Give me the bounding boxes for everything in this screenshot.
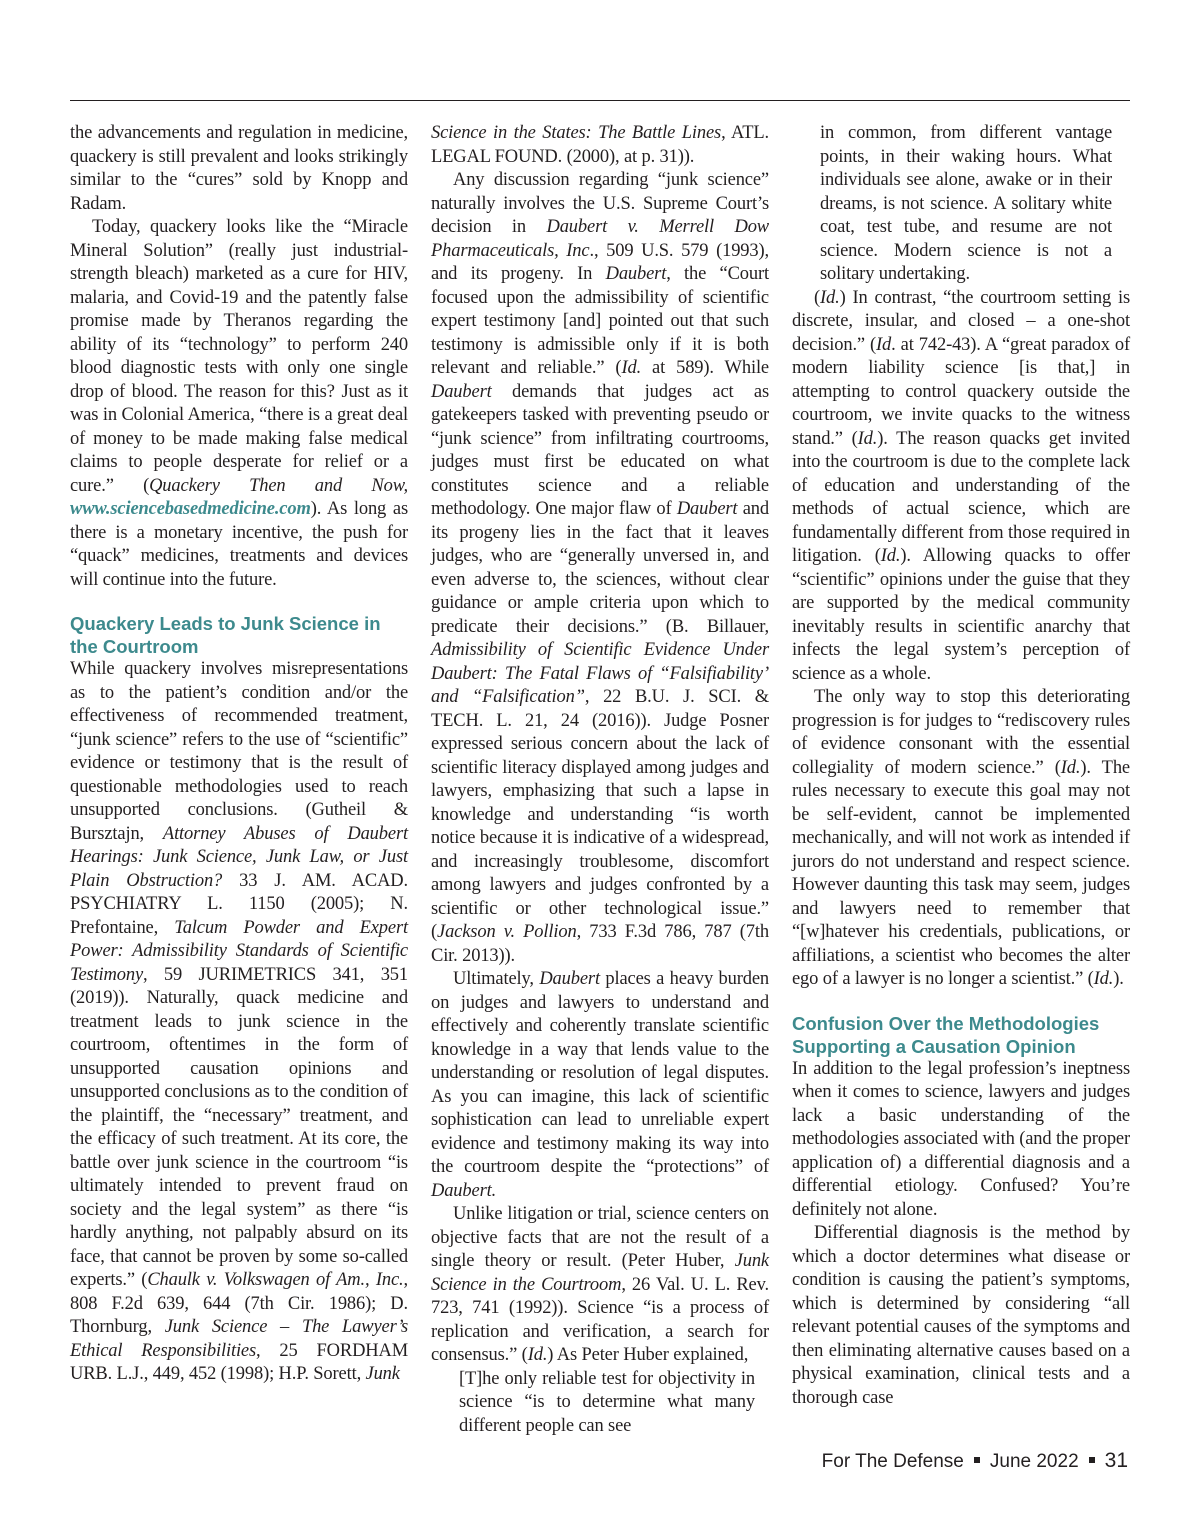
sciencebasedmedicine-link[interactable]: www.sciencebasedmedicine.com [70, 499, 311, 519]
col3-p1-e: ). Allowing quacks to offer “scientific” opinions under the guise that they are supported by the medical community inevitably results in scientific anarchy that infects the legal system’s perception of science as a whole. [792, 546, 1130, 684]
col1-p3-text-a: While quackery involves misrepresentations as to the patient’s condition and/or the effectiveness of recommended treatment, “junk science” refers to the use of “scientific” evidence or testimony that is the result of questionable methodologies used to reach unsupported conclusions. (Gutheil & Bursztajn, [70, 659, 408, 844]
block-quote-huber: [T]he only reliable test for objectivity in science “is to determine what many different people can see [459, 1368, 755, 1436]
col2-p2-i1: Daubert v. Merrell Dow Pharmaceuticals, Inc [431, 217, 769, 261]
col2-p2-b: ., 509 U.S. 579 (1993), and its progeny. In [431, 240, 769, 284]
col1-p3-text-d: , 808 F.2d 639, 644 (7th Cir. 1986); D. Thornburg, [70, 1270, 408, 1337]
col1-p2-italic: Quackery Then and Now, [149, 475, 408, 496]
section-heading-confusion: Confusion Over the Methodologies Supporting a Causation Opinion [792, 1012, 1100, 1057]
col1-p2-text: Today, quackery looks like the “Miracle Mineral Solution” (really just industrial-strength bleach) marketed as a cure for HIV, malaria, and Covid-19 and the patently false promise made by Theranos regarding the ability of its “technology” to perform 240 blood diagnostic tests with only one single drop of blood. The reason for this? Just as it was in Colonial America, “there is a great deal of money to be made making false medical claims to people desperate for relief or a cure.” ( [70, 217, 408, 496]
page-number: 31 [1104, 1449, 1128, 1472]
col2-paragraph-2 [431, 169, 769, 968]
col3-p1-b: ) In contrast, “the courtroom setting is discrete, insular, and closed – a one-shot decision.” ( [792, 287, 1130, 355]
col2-p4-a: Unlike litigation or trial, science centers on objective facts that are not the result of a single theory or result. (Peter Huber, [431, 1204, 769, 1271]
col2-p3-i1: Daubert [539, 969, 600, 989]
col2-p2-i5: Daubert [676, 499, 738, 519]
col2-p2-f: and its progeny lies in the fact that it leaves judges, who are “generally unversed in, and even adverse to, the sciences, without clear guidance or ample criteria upon which to predicate their decisions.” (B. Billauer, [431, 499, 769, 637]
col3-p1-i1: Id. [820, 287, 840, 308]
col2-p1-text: , ATL. LEGAL FOUND. (2000), at p. 31)). [431, 123, 769, 167]
col3-p2-b: ). The rules necessary to execute this goal may not be self-evident, cannot be implemented mechanically, and will not work as intended if jurors do not understand and respect science. However daunting this task may seem, judges and lawyers need to remember that “[w]hatever his credentials, publications, or affiliations, a scientist who becomes the alter ego of a lawyer is no longer a scientist.” ( [792, 757, 1130, 989]
col2-p2-d: at 589). While [641, 358, 769, 378]
col2-paragraph-3 [431, 968, 769, 1203]
col1-p3-italic-3: Chaulk v. Volkswagen of Am., Inc. [147, 1270, 404, 1290]
footer-publication: For The Defense [821, 1451, 964, 1472]
col3-paragraph-2 [792, 686, 1130, 992]
col2-paragraph-1 [431, 122, 769, 169]
col1-p3-text-b: 33 J. AM. ACAD. PSYCHIATRY L. 1150 (2005); N. Prefontaine, [70, 870, 408, 938]
col2-p4-c: ) As Peter Huber explained, [547, 1345, 749, 1365]
col3-p1-c: . at 742-43). A “great paradox of modern liability science [is that,] in attempting to control quackery outside the courtroom, we invite quacks to the witness stand.” ( [792, 334, 1130, 449]
col3-p2-i2: Id. [1093, 969, 1114, 989]
col2-p4-i2: Id. [527, 1345, 548, 1365]
col1-p1-text: the advancements and regulation in medicine, quackery is still prevalent and looks strikingly similar to the “cures” sold by Knopp and Radam. [70, 123, 408, 214]
col1-p3-italic-4: Junk Science – The Lawyer’s Ethical Responsibilities [70, 1317, 409, 1361]
page-footer [822, 1449, 1128, 1473]
column-2 [431, 122, 769, 1438]
col2-p2-a: Any discussion regarding “junk science” naturally involves the U.S. Supreme Court’s decision in [431, 170, 769, 237]
col1-p2-text-end: ). As long as there is a monetary incentive, the push for “quack” medicines, treatments and devices will continue into the future. [70, 499, 408, 590]
footer-issue: June 2022 [989, 1451, 1079, 1472]
bullet-separator-icon [1089, 1457, 1095, 1463]
col1-paragraph-1 [70, 122, 408, 216]
col3-p1-a: ( [814, 287, 821, 308]
col2-paragraph-4 [431, 1203, 769, 1368]
col3-p2-i1: Id. [1060, 757, 1081, 778]
header-rule [70, 100, 1130, 101]
col2-p3-b: places a heavy burden on judges and lawyers to understand and effectively and coherently translate scientific knowledge in a way that lends value to the understanding or resolution of legal disputes. As you can imagine, this lack of scientific sophistication can lead to unreliable expert evidence and testimony making its way into the courtroom despite the “protections” of [431, 969, 769, 1177]
col2-p2-i7: Jackson v. Pollion [437, 922, 577, 942]
column-3 [792, 122, 1130, 1410]
col2-p2-g: , 22 B.U. J. SCI. & TECH. L. 21, 24 (2016)). Judge Posner expressed serious concern about the lack of scientific literacy displayed among judges and lawyers, emphasizing that such a lapse in knowledge and understanding “is worth notice because it is indicative of a widespread, and increasingly troublesome, discomfort among lawyers and judges confronted by a scientific or other technological issue.” ( [431, 687, 770, 942]
col1-p3-text-c: , 59 JURIMETRICS 341, 351 (2019)). Naturally, quack medicine and treatment leads to junk science in the courtroom, oftentimes in the form of unsupported causation opinions and unsupported conclusions as to the condition of the plaintiff, the “necessary” treatment, and the efficacy of such treatment. At its core, the battle over junk science in the courtroom “is ultimately intended to prevent fraud on society and the legal system” as there “is hardly anything, not palpably absurd on its face, that cannot be proven by some so-called experts.” ( [70, 964, 408, 1290]
block-quote-huber-continued: in common, from different vantage points, in their waking hours. What individuals see alone, awake or in their dreams, is not science. A solitary white coat, test tube, and resume are not science. Modern science is not a solitary undertaking. [820, 123, 1112, 284]
col3-p1-i2: Id [876, 334, 892, 355]
col2-p2-i2: Daubert [605, 264, 667, 284]
col1-paragraph-2 [70, 216, 408, 592]
section-heading-quackery: Quackery Leads to Junk Science in the Courtroom [70, 613, 381, 657]
col3-paragraph-1 [792, 287, 1130, 687]
col2-p3-i2: Daubert. [431, 1180, 497, 1201]
col2-p2-h: , 733 F.3d 786, 787 (7th Cir. 2013)). [431, 922, 769, 966]
col3-p2-a: The only way to stop this deteriorating progression is for judges to “rediscovery rules of evidence consonant with the essential collegiality of modern science.” ( [792, 687, 1130, 778]
col3-paragraph-3: In addition to the legal profession’s ineptness when it comes to science, lawyers and judges lack a basic understanding of the methodologies associated with (and the proper application of) a differential diagnosis and a differential etiology. Confused? You’re definitely not alone. [792, 1058, 1130, 1220]
col2-p2-i6: Admissibility of Scientific Evidence Under Daubert: The Fatal Flaws of “Falsifiability’ and “Falsification” [431, 640, 769, 707]
col2-p2-c: , the “Court focused upon the admissibility of scientific expert testimony [and] pointed out that such testimony is admissible only if it is both relevant and reliable.” ( [431, 264, 769, 378]
col3-p1-i3: Id. [857, 428, 878, 449]
col2-p4-b: , 26 Val. U. L. Rev. 723, 741 (1992)). Science “is a process of replication and verification, a search for consensus.” ( [431, 1274, 769, 1365]
col2-p2-i3: Id. [621, 358, 642, 378]
col2-p2-e: demands that judges act as gatekeepers tasked with preventing pseudo or “junk science” from infiltrating courtrooms, judges must first be educated on what constitutes science and a reliable methodology. One major flaw of [431, 381, 769, 519]
col3-p1-d: ). The reason quacks get invited into the courtroom is due to the complete lack of education and understanding of the methods of actual science, which are fundamentally different from those required in litigation. ( [792, 428, 1130, 566]
col1-p3-italic-1: Attorney Abuses of Daubert Hearings: Junk Science, Junk Law, or Just Plain Obstruction? [70, 823, 408, 891]
col2-p2-i4: Daubert [431, 381, 492, 402]
col3-paragraph-4: Differential diagnosis is the method by which a doctor determines what disease or condition is causing the patient’s symptoms, which is determined by considering “all relevant potential causes of the symptoms and then eliminating alternative causes based on a physical examination, clinical tests and a thorough case [792, 1223, 1130, 1408]
col1-p3-text-e: , 25 FORDHAM URB. L.J., 449, 452 (1998); H.P. Sorett, [70, 1340, 408, 1384]
col2-p1-italic: Science in the States: The Battle Lines [431, 123, 722, 143]
col1-paragraph-3 [70, 658, 408, 1387]
col2-p3-a: Ultimately, [453, 969, 540, 989]
column-1 [70, 122, 408, 1387]
col3-p2-c: ). [1113, 969, 1124, 989]
bullet-separator-icon [974, 1457, 980, 1463]
col1-p3-italic-2: Talcum Powder and Expert Power: Admissibility Standards of Scientific Testimony [70, 917, 408, 985]
col3-p1-i4: Id. [880, 546, 901, 566]
col1-p3-italic-5: Junk [365, 1364, 400, 1384]
col2-p4-i1: Junk Science in the Courtroom [431, 1251, 769, 1295]
